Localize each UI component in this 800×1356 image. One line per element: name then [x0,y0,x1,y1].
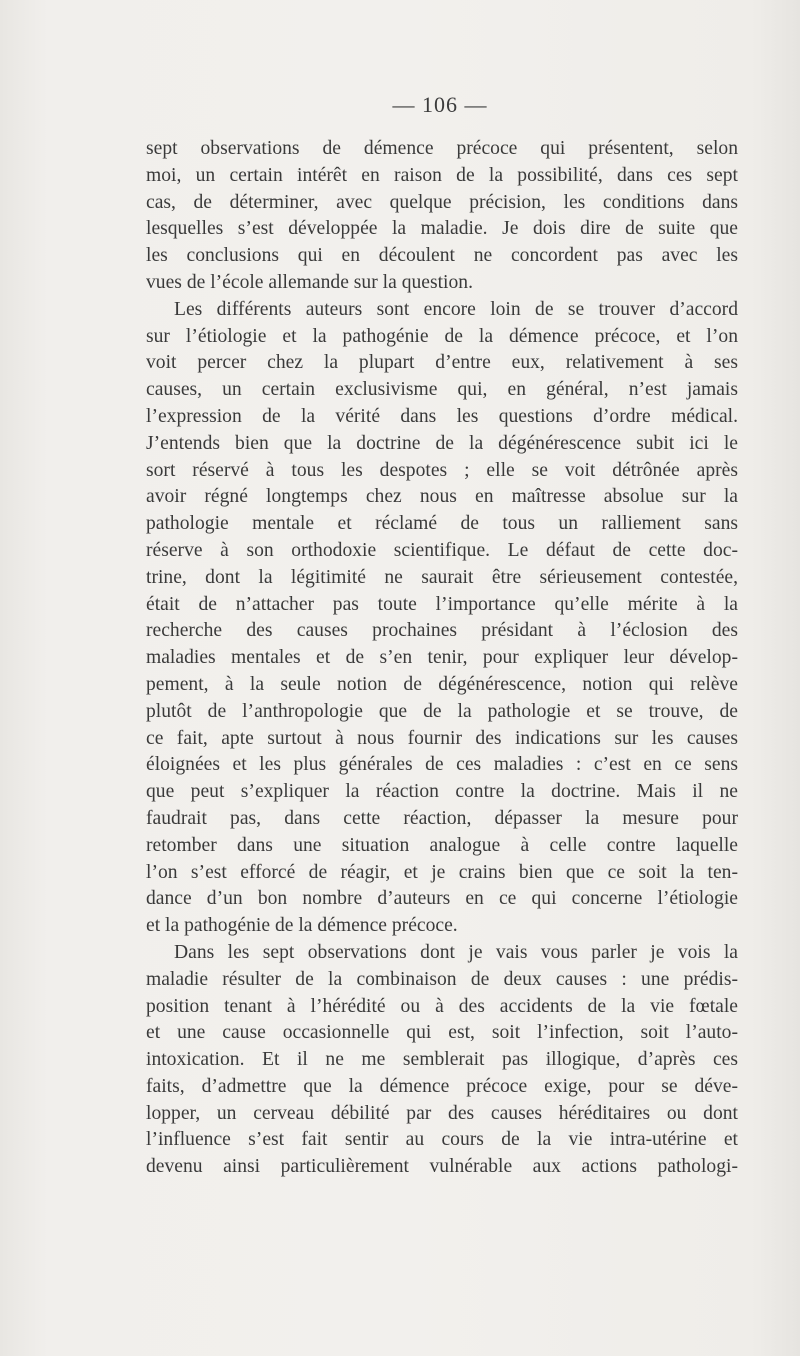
text-line: l’on s’est efforcé de réagir, et je crains bien que ce soit la ten- [146,861,738,883]
text-line: et la pathogénie de la démence précoce. [146,915,458,937]
text-line: pement, à la seule notion de dégénérescence, notion qui relève [146,673,738,695]
body-text [146,136,738,1181]
text-line: voit percer chez la plupart d’entre eux, relativement à ses [146,352,738,374]
text-line: sort réservé à tous les despotes ; elle se voit détrônée après [146,459,738,481]
text-line: causes, un certain exclusivisme qui, en général, n’est jamais [146,379,738,401]
text-line: Les différents auteurs sont encore loin de se trouver d’accord [174,298,738,320]
text-line: dance d’un bon nombre d’auteurs en ce qui concerne l’étiologie [146,888,738,910]
text-line: moi, un certain intérêt en raison de la possibilité, dans ces sept [146,164,738,186]
text-line: l’expression de la vérité dans les questions d’ordre médical. [146,405,738,427]
text-line: plutôt de l’anthropologie que de la pathologie et se trouve, de [146,700,738,722]
text-line: avoir régné longtemps chez nous en maîtresse absolue sur la [146,486,738,508]
text-line: réserve à son orthodoxie scientifique. Le défaut de cette doc- [146,539,738,561]
text-line: retomber dans une situation analogue à celle contre laquelle [146,834,738,856]
page-number: — 106 — [392,92,488,117]
text-line: intoxication. Et il ne me semblerait pas illogique, d’après ces [146,1049,738,1071]
text-line: les conclusions qui en découlent ne concordent pas avec les [146,245,738,267]
text-line: trine, dont la légitimité ne saurait être sérieusement contestée, [146,566,738,588]
text-line: recherche des causes prochaines présidant à l’éclosion des [146,620,738,642]
text-line: lesquelles s’est développée la maladie. Je dois dire de suite que [146,218,738,240]
text-line: cas, de déterminer, avec quelque précision, les conditions dans [146,191,738,213]
text-line: que peut s’expliquer la réaction contre la doctrine. Mais il ne [146,781,738,803]
text-line: sur l’étiologie et la pathogénie de la démence précoce, et l’on [146,325,738,347]
text-line: J’entends bien que la doctrine de la dégénérescence subit ici le [146,432,738,454]
text-line: sept observations de démence précoce qui présentent, selon [146,138,738,159]
text-line: était de n’attacher pas toute l’importance qu’elle mérite à la [146,593,738,615]
text-line: éloignées et les plus générales de ces maladies : c’est en ce sens [146,754,738,776]
text-line: devenu ainsi particulièrement vulnérable aux actions pathologi- [146,1156,738,1178]
text-line: Dans les sept observations dont je vais vous parler je vois la [174,941,738,963]
text-line: lopper, un cerveau débilité par des causes héréditaires ou dont [146,1102,738,1124]
text-line: et une cause occasionnelle qui est, soit l’infection, soit l’auto- [146,1022,738,1044]
text-line: position tenant à l’hérédité ou à des accidents de la vie fœtale [146,995,738,1017]
text-line: l’influence s’est fait sentir au cours de la vie intra-utérine et [146,1129,738,1151]
text-line: faits, d’admettre que la démence précoce exige, pour se déve- [146,1075,738,1097]
text-line: ce fait, apte surtout à nous fournir des indications sur les causes [146,727,738,749]
text-line: maladies mentales et de s’en tenir, pour expliquer leur dévelop- [146,647,738,669]
text-line: pathologie mentale et réclamé de tous un ralliement sans [146,513,738,535]
text-line: vues de l’école allemande sur la question. [146,271,473,293]
text-line: maladie résulter de la combinaison de deux causes : une prédis- [146,968,738,990]
text-line: faudrait pas, dans cette réaction, dépasser la mesure pour [146,807,738,829]
